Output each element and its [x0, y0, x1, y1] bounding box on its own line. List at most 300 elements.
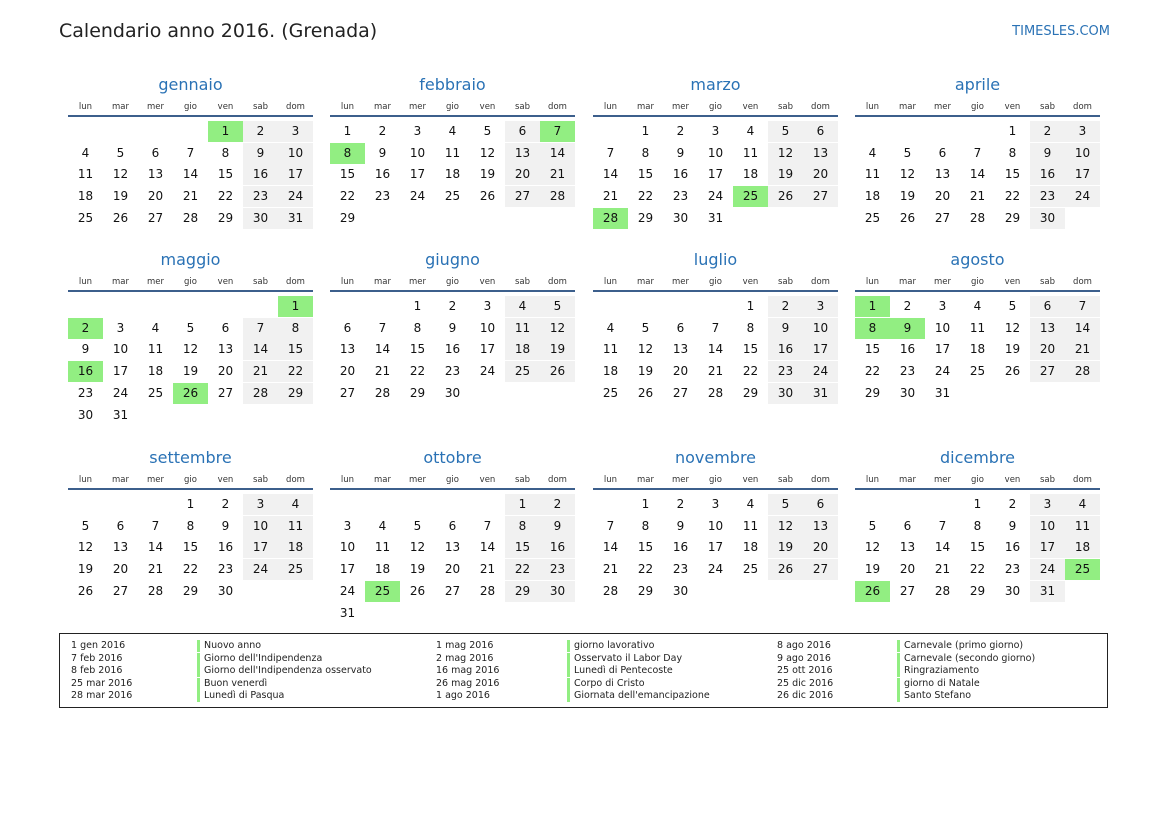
- holiday-marker: [897, 653, 900, 665]
- holiday-date: 8 feb 2016: [71, 665, 123, 676]
- day-cell: 7: [938, 518, 947, 533]
- holiday-marker: [567, 678, 570, 690]
- day-cell: 5: [868, 518, 877, 533]
- holiday-day-cell: 16: [68, 361, 103, 382]
- day-cell: 28: [540, 186, 575, 207]
- day-cell: 9: [448, 320, 457, 335]
- day-cell: 24: [707, 562, 724, 577]
- holiday-marker: [197, 690, 200, 702]
- day-cell: 3: [116, 320, 125, 335]
- day-cell: 2: [221, 497, 230, 511]
- day-cell: 30: [217, 583, 234, 598]
- weekday-label: mer: [408, 475, 426, 485]
- weekday-label: lun: [78, 475, 93, 485]
- day-cell: 19: [1004, 342, 1021, 357]
- day-cell: 30: [672, 583, 689, 598]
- holiday-date: 25 dic 2016: [777, 677, 834, 689]
- day-cell: 11: [742, 518, 759, 533]
- day-cell: 24: [278, 186, 313, 207]
- holiday-marker: [567, 640, 570, 652]
- day-cell: 10: [1065, 143, 1100, 164]
- day-cell: 4: [448, 124, 457, 138]
- day-cell: 14: [147, 540, 164, 555]
- day-cell: 3: [711, 497, 720, 511]
- day-cell: 19: [768, 537, 803, 558]
- day-cell: 22: [637, 189, 654, 204]
- day-cell: 29: [969, 583, 986, 598]
- holiday-day-cell: 8: [855, 318, 890, 339]
- weekday-label: dom: [548, 475, 567, 485]
- day-cell: 29: [409, 385, 426, 400]
- month-name: novembre: [674, 448, 757, 467]
- day-cell: 6: [803, 494, 838, 515]
- weekday-label: ven: [742, 277, 759, 287]
- weekday-label: sab: [1039, 277, 1056, 287]
- day-cell: 5: [768, 494, 803, 515]
- day-cell: 7: [151, 518, 160, 533]
- day-cell: 12: [540, 318, 575, 339]
- weekday-label: sab: [252, 102, 269, 112]
- day-cell: 29: [217, 210, 234, 225]
- weekday-label: mar: [112, 102, 129, 112]
- weekday-label: mer: [671, 475, 689, 485]
- header-divider: [68, 488, 313, 490]
- weekday-label: gio: [446, 102, 459, 112]
- day-cell: 11: [864, 167, 881, 182]
- weekday-label: dom: [286, 475, 305, 485]
- day-cell: 5: [1008, 299, 1017, 313]
- day-cell: 17: [339, 562, 356, 577]
- weekday-label: dom: [1073, 102, 1092, 112]
- weekday-label: mar: [374, 277, 391, 287]
- day-cell: 7: [186, 145, 195, 160]
- day-cell: 19: [864, 562, 881, 577]
- day-cell: 12: [768, 516, 803, 537]
- weekday-label: ven: [742, 475, 759, 485]
- holiday-date: 1 gen 2016: [71, 640, 126, 651]
- weekday-label: dom: [811, 102, 830, 112]
- day-cell: 25: [969, 364, 986, 379]
- day-cell: 25: [742, 562, 759, 577]
- day-cell: 18: [278, 537, 313, 558]
- holiday-marker: [197, 653, 200, 665]
- day-cell: 6: [151, 145, 160, 160]
- header-divider: [330, 115, 575, 117]
- day-cell: 8: [186, 518, 195, 533]
- weekday-label: ven: [479, 277, 496, 287]
- month-maggio: [68, 250, 313, 430]
- holiday-date: 1 mag 2016: [436, 640, 494, 651]
- day-cell: 15: [409, 342, 426, 357]
- weekday-label: gio: [709, 277, 722, 287]
- day-cell: 1: [343, 124, 352, 138]
- day-cell: 14: [602, 540, 619, 555]
- day-cell: 30: [243, 208, 278, 229]
- day-cell: 1: [505, 494, 540, 515]
- day-cell: 5: [186, 320, 195, 335]
- day-cell: 20: [505, 164, 540, 185]
- day-cell: 9: [540, 516, 575, 537]
- holiday-name: Ringraziamento: [904, 665, 980, 676]
- day-cell: 21: [374, 364, 391, 379]
- weekday-label: sab: [514, 475, 531, 485]
- month-gennaio: [68, 75, 313, 255]
- weekday-label: gio: [971, 475, 984, 485]
- day-cell: 22: [182, 562, 199, 577]
- day-cell: 25: [444, 189, 461, 204]
- day-cell: 7: [378, 320, 387, 335]
- holiday-name: Carnevale (primo giorno): [904, 640, 1024, 651]
- day-cell: 13: [217, 342, 234, 357]
- day-cell: 2: [378, 124, 387, 138]
- day-cell: 16: [444, 342, 461, 357]
- month-name: febbraio: [419, 75, 486, 94]
- day-cell: 15: [278, 339, 313, 360]
- day-cell: 1: [641, 497, 650, 511]
- weekday-label: mar: [899, 102, 916, 112]
- day-cell: 22: [637, 562, 654, 577]
- day-cell: 4: [746, 124, 755, 138]
- day-cell: 20: [803, 164, 838, 185]
- day-cell: 11: [602, 342, 619, 357]
- day-cell: 15: [969, 540, 986, 555]
- page-title: Calendario anno 2016. (Grenada): [59, 20, 378, 42]
- day-cell: 3: [803, 296, 838, 317]
- weekday-label: mar: [637, 277, 654, 287]
- day-cell: 21: [602, 189, 619, 204]
- holiday-name: Giorno dell'Indipendenza: [204, 652, 323, 664]
- day-cell: 24: [409, 189, 426, 204]
- day-cell: 27: [899, 583, 916, 598]
- day-cell: 14: [934, 540, 951, 555]
- weekday-label: ven: [217, 277, 234, 287]
- day-cell: 1: [641, 124, 650, 138]
- day-cell: 30: [77, 407, 94, 422]
- day-cell: 24: [339, 583, 356, 598]
- day-cell: 23: [444, 364, 461, 379]
- weekday-label: gio: [184, 277, 197, 287]
- day-cell: 8: [221, 145, 230, 160]
- day-cell: 10: [409, 145, 426, 160]
- day-cell: 22: [1004, 189, 1021, 204]
- weekday-label: ven: [1004, 475, 1021, 485]
- day-cell: 13: [803, 516, 838, 537]
- day-cell: 10: [112, 342, 129, 357]
- day-cell: 28: [969, 210, 986, 225]
- day-cell: 12: [112, 167, 129, 182]
- day-cell: 12: [768, 143, 803, 164]
- day-cell: 11: [444, 145, 461, 160]
- day-cell: 8: [973, 518, 982, 533]
- day-cell: 30: [768, 383, 803, 404]
- day-cell: 19: [899, 189, 916, 204]
- day-cell: 17: [707, 167, 724, 182]
- day-cell: 6: [448, 518, 457, 533]
- month-luglio: [593, 250, 838, 430]
- day-cell: 28: [479, 583, 496, 598]
- day-cell: 9: [1008, 518, 1017, 533]
- weekday-label: dom: [811, 475, 830, 485]
- day-cell: 11: [742, 145, 759, 160]
- site-link[interactable]: TIMESLES.COM: [1012, 24, 1110, 39]
- weekday-label: lun: [78, 277, 93, 287]
- day-cell: 11: [374, 540, 391, 555]
- weekday-label: sab: [252, 277, 269, 287]
- holiday-marker: [567, 690, 570, 702]
- day-cell: 24: [112, 385, 129, 400]
- weekday-label: mar: [899, 277, 916, 287]
- day-cell: 2: [243, 121, 278, 142]
- day-cell: 1: [186, 497, 195, 511]
- day-cell: 2: [540, 494, 575, 515]
- holiday-date: 28 mar 2016: [71, 690, 133, 701]
- day-cell: 26: [479, 189, 496, 204]
- day-cell: 30: [1030, 208, 1065, 229]
- day-cell: 20: [899, 562, 916, 577]
- holiday-name: Buon venerdì: [204, 677, 268, 689]
- weekday-label: gio: [446, 475, 459, 485]
- day-cell: 4: [746, 497, 755, 511]
- weekday-label: dom: [1073, 475, 1092, 485]
- day-cell: 13: [934, 167, 951, 182]
- holiday-date: 9 ago 2016: [777, 652, 831, 664]
- day-cell: 24: [934, 364, 951, 379]
- day-cell: 6: [343, 320, 352, 335]
- weekday-label: lun: [865, 277, 880, 287]
- day-cell: 21: [707, 364, 724, 379]
- holiday-name: Corpo di Cristo: [574, 677, 645, 689]
- day-cell: 12: [77, 540, 94, 555]
- day-cell: 18: [77, 189, 94, 204]
- day-cell: 2: [1008, 497, 1017, 511]
- day-cell: 18: [147, 364, 164, 379]
- day-cell: 28: [147, 583, 164, 598]
- day-cell: 13: [672, 342, 689, 357]
- day-cell: 17: [1030, 537, 1065, 558]
- holiday-day-cell: 26: [173, 383, 208, 404]
- day-cell: 22: [742, 364, 759, 379]
- holiday-name: Osservato il Labor Day: [574, 652, 683, 664]
- holiday-marker: [897, 665, 900, 677]
- day-cell: 30: [672, 210, 689, 225]
- weekday-label: ven: [742, 102, 759, 112]
- day-cell: 26: [768, 186, 803, 207]
- month-settembre: [68, 448, 313, 628]
- day-cell: 9: [1030, 143, 1065, 164]
- month-name: dicembre: [939, 448, 1016, 467]
- day-cell: 25: [602, 385, 619, 400]
- day-cell: 20: [1030, 339, 1065, 360]
- holiday-marker: [567, 653, 570, 665]
- day-cell: 15: [182, 540, 199, 555]
- day-cell: 1: [973, 497, 982, 511]
- day-cell: 16: [672, 540, 689, 555]
- day-cell: 31: [278, 208, 313, 229]
- header-divider: [330, 488, 575, 490]
- day-cell: 26: [112, 210, 129, 225]
- day-cell: 13: [147, 167, 164, 182]
- day-cell: 25: [505, 361, 540, 382]
- weekday-label: dom: [811, 277, 830, 287]
- day-cell: 8: [278, 318, 313, 339]
- weekday-label: mer: [408, 102, 426, 112]
- day-cell: 16: [672, 167, 689, 182]
- day-cell: 13: [339, 342, 356, 357]
- weekday-label: ven: [217, 475, 234, 485]
- weekday-label: lun: [340, 102, 355, 112]
- header-divider: [593, 115, 838, 117]
- day-cell: 15: [217, 167, 234, 182]
- day-cell: 19: [182, 364, 199, 379]
- day-cell: 4: [1065, 494, 1100, 515]
- day-cell: 7: [243, 318, 278, 339]
- day-cell: 28: [182, 210, 199, 225]
- day-cell: 22: [409, 364, 426, 379]
- weekday-label: mar: [637, 475, 654, 485]
- day-cell: 7: [711, 320, 720, 335]
- day-cell: 13: [112, 540, 129, 555]
- header-divider: [593, 290, 838, 292]
- day-cell: 14: [707, 342, 724, 357]
- day-cell: 8: [641, 145, 650, 160]
- weekday-label: lun: [603, 102, 618, 112]
- day-cell: 28: [374, 385, 391, 400]
- day-cell: 9: [221, 518, 230, 533]
- day-cell: 5: [768, 121, 803, 142]
- day-cell: 9: [81, 342, 90, 357]
- day-cell: 4: [973, 299, 982, 313]
- month-giugno: [330, 250, 575, 430]
- day-cell: 9: [378, 145, 387, 160]
- day-cell: 8: [505, 516, 540, 537]
- weekday-label: lun: [603, 277, 618, 287]
- day-cell: 21: [540, 164, 575, 185]
- day-cell: 15: [339, 167, 356, 182]
- day-cell: 16: [243, 164, 278, 185]
- day-cell: 6: [903, 518, 912, 533]
- day-cell: 24: [479, 364, 496, 379]
- day-cell: 26: [768, 559, 803, 580]
- holiday-date: 16 mag 2016: [436, 665, 500, 676]
- day-cell: 16: [899, 342, 916, 357]
- day-cell: 27: [112, 583, 129, 598]
- holiday-date: 8 ago 2016: [777, 640, 831, 651]
- day-cell: 17: [409, 167, 426, 182]
- day-cell: 10: [479, 320, 496, 335]
- day-cell: 10: [339, 540, 356, 555]
- day-cell: 2: [676, 124, 685, 138]
- day-cell: 12: [899, 167, 916, 182]
- day-cell: 6: [221, 320, 230, 335]
- weekday-label: ven: [1004, 277, 1021, 287]
- day-cell: 30: [899, 385, 916, 400]
- day-cell: 11: [77, 167, 94, 182]
- day-cell: 27: [803, 559, 838, 580]
- day-cell: 6: [505, 121, 540, 142]
- day-cell: 6: [1030, 296, 1065, 317]
- day-cell: 4: [606, 320, 615, 335]
- header-divider: [68, 115, 313, 117]
- holiday-name: Lunedì di Pasqua: [204, 690, 285, 701]
- day-cell: 25: [864, 210, 881, 225]
- day-cell: 27: [934, 210, 951, 225]
- day-cell: 18: [742, 167, 759, 182]
- day-cell: 19: [112, 189, 129, 204]
- day-cell: 12: [182, 342, 199, 357]
- day-cell: 14: [479, 540, 496, 555]
- weekday-label: lun: [78, 102, 93, 112]
- day-cell: 19: [77, 562, 94, 577]
- weekday-label: gio: [971, 277, 984, 287]
- day-cell: 31: [934, 385, 951, 400]
- day-cell: 18: [864, 189, 881, 204]
- holiday-day-cell: 1: [208, 121, 243, 142]
- day-cell: 21: [479, 562, 496, 577]
- day-cell: 31: [339, 605, 356, 620]
- day-cell: 5: [413, 518, 422, 533]
- weekday-label: mer: [933, 475, 951, 485]
- day-cell: 5: [903, 145, 912, 160]
- holiday-day-cell: 7: [540, 121, 575, 142]
- day-cell: 4: [81, 145, 90, 160]
- weekday-label: gio: [709, 475, 722, 485]
- weekday-label: mar: [112, 475, 129, 485]
- month-dicembre: [855, 448, 1100, 628]
- month-aprile: [855, 75, 1100, 255]
- day-cell: 7: [606, 145, 615, 160]
- month-name: gennaio: [158, 75, 223, 94]
- day-cell: 21: [182, 189, 199, 204]
- weekday-label: dom: [286, 277, 305, 287]
- day-cell: 22: [969, 562, 986, 577]
- weekday-label: mer: [671, 102, 689, 112]
- day-cell: 8: [746, 320, 755, 335]
- weekday-label: gio: [184, 102, 197, 112]
- holiday-date: 7 feb 2016: [71, 652, 123, 664]
- day-cell: 23: [217, 562, 234, 577]
- month-name: maggio: [160, 250, 221, 269]
- day-cell: 17: [934, 342, 951, 357]
- day-cell: 23: [1004, 562, 1021, 577]
- holiday-name: Santo Stefano: [904, 690, 972, 701]
- day-cell: 27: [147, 210, 164, 225]
- day-cell: 8: [641, 518, 650, 533]
- weekday-label: lun: [603, 475, 618, 485]
- day-cell: 20: [217, 364, 234, 379]
- day-cell: 2: [676, 497, 685, 511]
- day-cell: 27: [339, 385, 356, 400]
- day-cell: 3: [1030, 494, 1065, 515]
- day-cell: 18: [602, 364, 619, 379]
- day-cell: 22: [339, 189, 356, 204]
- holiday-name: giorno lavorativo: [574, 640, 655, 651]
- day-cell: 6: [803, 121, 838, 142]
- holiday-day-cell: 1: [855, 296, 890, 317]
- day-cell: 23: [243, 186, 278, 207]
- day-cell: 5: [641, 320, 650, 335]
- day-cell: 20: [934, 189, 951, 204]
- holiday-day-cell: 8: [330, 143, 365, 164]
- day-cell: 10: [934, 320, 951, 335]
- day-cell: 21: [1065, 339, 1100, 360]
- day-cell: 7: [483, 518, 492, 533]
- day-cell: 5: [81, 518, 90, 533]
- weekday-label: sab: [514, 102, 531, 112]
- day-cell: 26: [409, 583, 426, 598]
- weekday-label: mar: [374, 102, 391, 112]
- weekday-label: sab: [1039, 475, 1056, 485]
- holiday-date: 1 ago 2016: [436, 690, 490, 701]
